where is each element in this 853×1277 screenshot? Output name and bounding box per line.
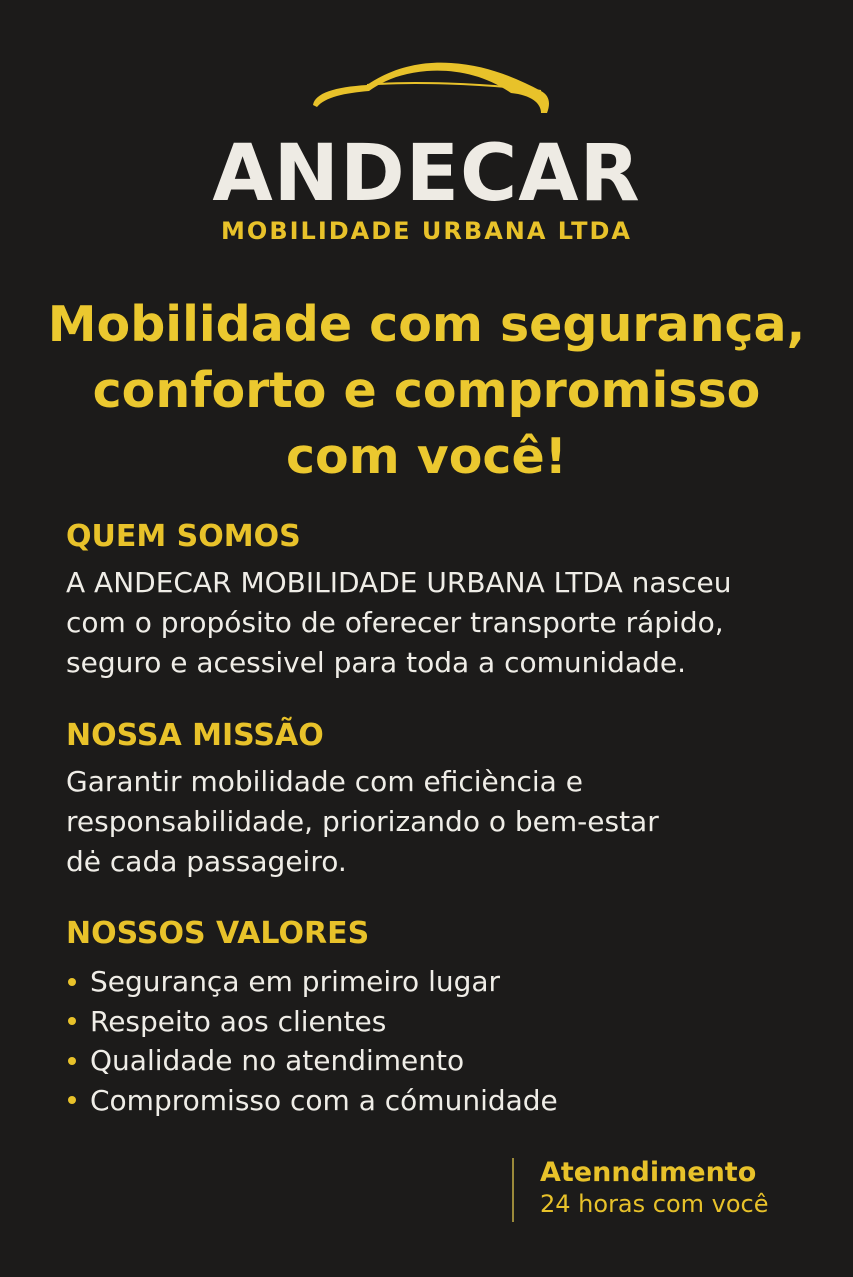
headline-line: com você! bbox=[285, 428, 568, 485]
headline-line: Mobilidade com segurança, bbox=[47, 296, 806, 353]
mission-line: responsabilidade, priorizando o bem-estar bbox=[66, 805, 659, 838]
list-item bbox=[66, 1081, 836, 1121]
mission-text bbox=[66, 762, 836, 882]
about-line: seguro e acessivel para toda a comunidade. bbox=[66, 646, 687, 679]
bullet-icon bbox=[68, 1096, 76, 1104]
car-silhouette-icon bbox=[305, 55, 555, 125]
list-item bbox=[66, 962, 836, 1002]
bullet-icon bbox=[68, 978, 76, 986]
mission-title: NOSSA MISSÃO bbox=[66, 718, 324, 753]
value-label: Qualidade no atendimento bbox=[90, 1044, 465, 1077]
about-title: QUEM SOMOS bbox=[66, 519, 301, 554]
values-list bbox=[66, 962, 836, 1120]
values-section bbox=[66, 916, 836, 1120]
list-item bbox=[66, 1041, 836, 1081]
bullet-icon bbox=[68, 1057, 76, 1065]
mission-section bbox=[66, 718, 836, 882]
service-callout bbox=[512, 1158, 769, 1222]
about-text bbox=[66, 563, 836, 683]
mission-line: Garantir mobilidade com eficiència e bbox=[66, 765, 583, 798]
mission-line: dė cada passageiro. bbox=[66, 845, 347, 878]
about-line: com o propósito de oferecer transporte rápido, bbox=[66, 606, 724, 639]
headline bbox=[0, 292, 853, 490]
value-label: Compromisso com a cómunidade bbox=[90, 1083, 558, 1117]
about-line: A ANDECAR MOBILIDADE URBANA LTDA nasceu bbox=[66, 566, 732, 599]
values-title: NOSSOS VALORES bbox=[66, 916, 370, 951]
brand-subtitle: MOBILIDADE URBANA LTDA bbox=[221, 217, 632, 245]
value-label: Segurança em primeiro lugar bbox=[90, 965, 501, 998]
about-section bbox=[66, 519, 836, 683]
headline-line: conforto e compromisso bbox=[92, 362, 761, 419]
brand-name: ANDECAR bbox=[212, 129, 641, 219]
service-text: 24 horas com você bbox=[540, 1190, 769, 1218]
bullet-icon bbox=[68, 1017, 76, 1025]
service-title: Atenndimento bbox=[540, 1157, 757, 1188]
list-item bbox=[66, 1002, 836, 1042]
value-label: Respeito aos clientes bbox=[90, 1004, 387, 1038]
